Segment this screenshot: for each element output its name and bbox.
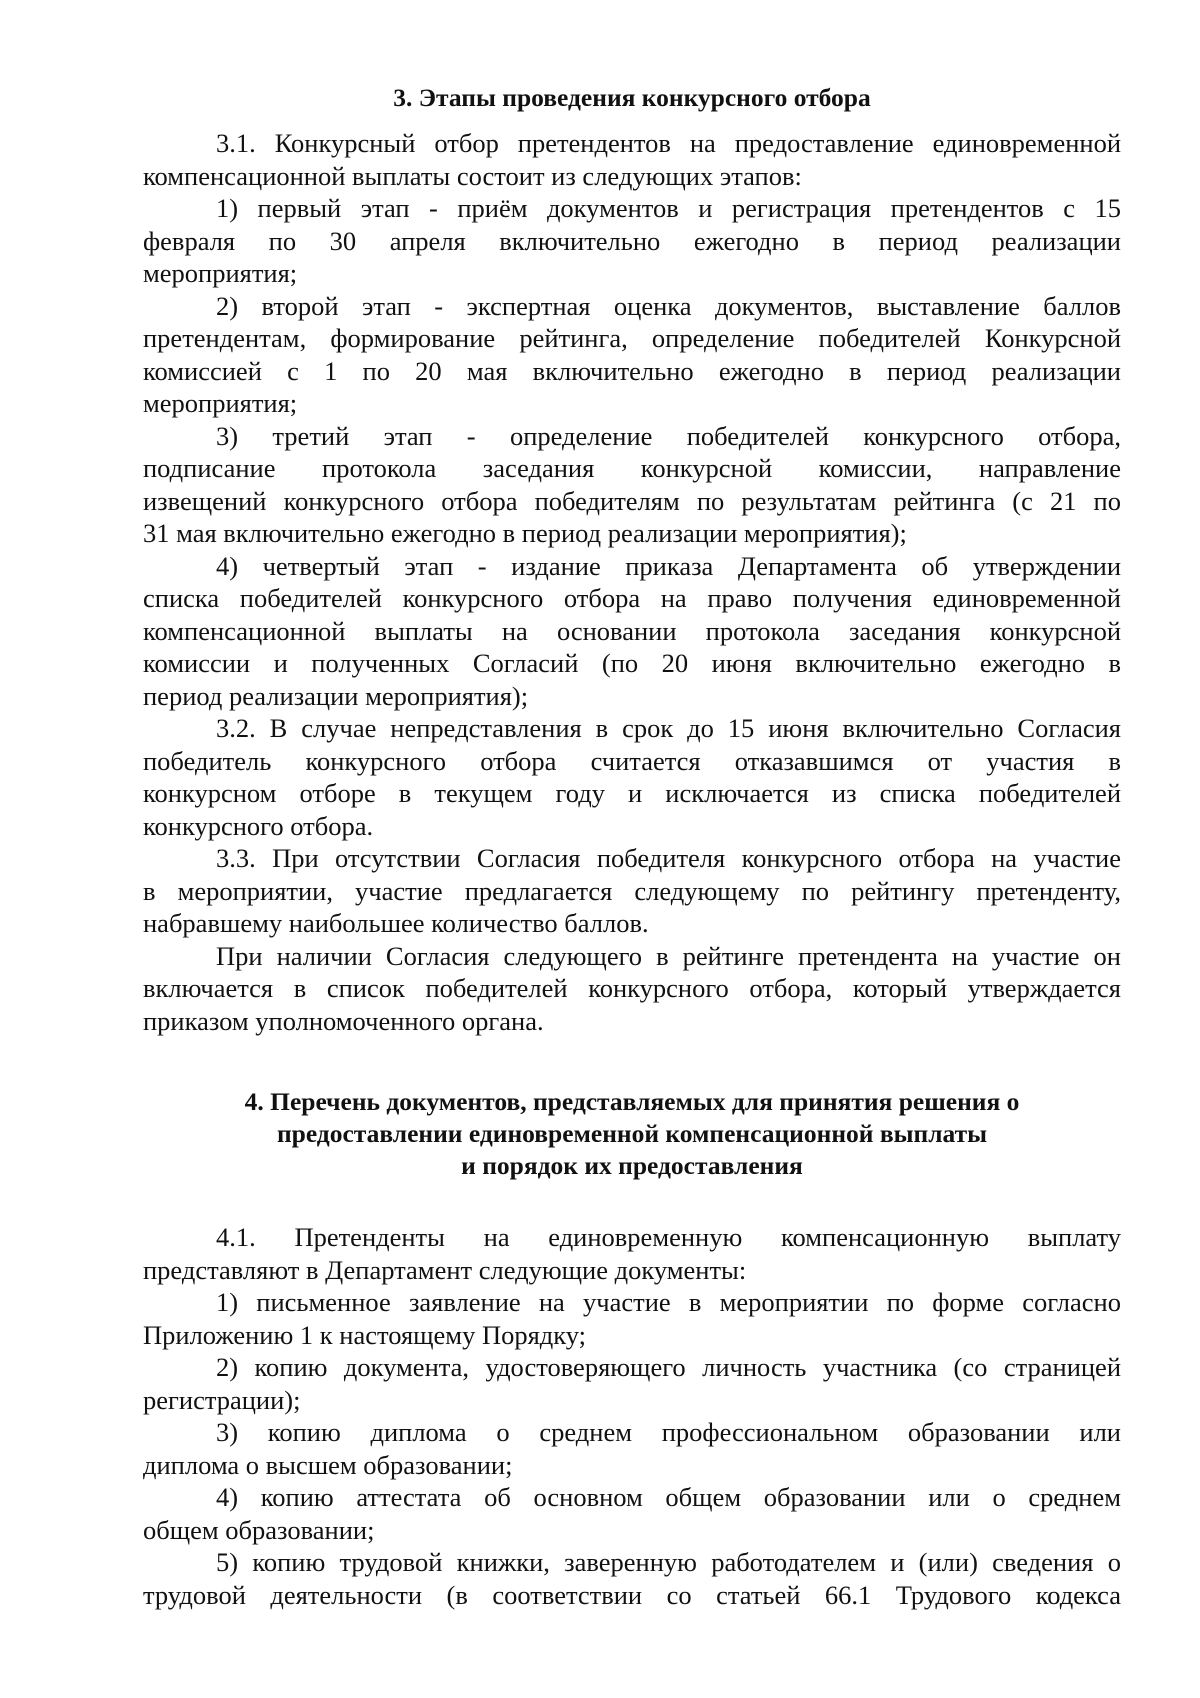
text-line: списка победителей конкурсного отбора на право получения единовременной (143, 583, 1121, 613)
paragraph-consent (143, 940, 1121, 1038)
text-line: компенсационной выплаты состоит из следующих этапов: (143, 160, 802, 191)
text-line: 1) первый этап - приём документов и регистрация претендентов с 15 (216, 193, 1121, 223)
paragraph-stage-1 (143, 192, 1121, 290)
text-line: компенсационной выплаты на основании протокола заседания конкурсной (143, 615, 1121, 646)
paragraph-doc-3 (143, 1416, 1121, 1481)
text-line: мероприятия; (143, 388, 298, 418)
text-line: претендентам, формирование рейтинга, определение победителей Конкурсной (143, 323, 1121, 353)
text-line: 1) письменное заявление на участие в мероприятии по форме согласно (216, 1287, 1121, 1317)
paragraph-4-1 (143, 1221, 1121, 1286)
text-line: представляют в Департамент следующие документы: (143, 1254, 747, 1285)
text-line: 2) второй этап - экспертная оценка документов, выставление баллов (216, 290, 1121, 321)
section-3-body (143, 127, 1121, 1037)
text-line: общем образовании; (143, 1514, 375, 1545)
paragraph-doc-1 (143, 1286, 1121, 1351)
section-4-title-line: предоставлении единовременной компенсационной выплаты (276, 1119, 988, 1148)
text-line: 5) копию трудовой книжки, заверенную работодателем и (или) сведения о (216, 1547, 1121, 1577)
text-line: 3.2. В случае непредставления в срок до 15 июня включительно Согласия (216, 713, 1121, 743)
text-line: комиссией с 1 по 20 мая включительно ежегодно в период реализации (143, 355, 1121, 386)
text-line: комиссии и полученных Согласий (по 20 июня включительно ежегодно в (143, 648, 1121, 678)
paragraph-3-3 (143, 842, 1121, 940)
paragraph-doc-2 (143, 1351, 1121, 1416)
document-page (143, 82, 1121, 1611)
section-4-title-line: 4. Перечень документов, представляемых для принятия решения о (244, 1087, 1020, 1116)
text-line: 4) четвертый этап - издание приказа Департамента об утверждении (216, 550, 1121, 581)
text-line: период реализации мероприятия); (143, 680, 529, 711)
section-3-title: 3. Этапы проведения конкурсного отбора (393, 83, 871, 112)
text-line: в мероприятии, участие предлагается следующему по рейтингу претенденту, (143, 875, 1121, 906)
paragraph-3-2 (143, 712, 1121, 842)
text-line: диплома о высшем образовании; (143, 1449, 513, 1480)
text-line: 3) третий этап - определение победителей конкурсного отбора, (216, 420, 1121, 451)
text-line: подписание протокола заседания конкурсной комиссии, направление (143, 453, 1121, 483)
text-line: набравшему наибольшее количество баллов. (143, 908, 649, 938)
section-4-title (143, 1086, 1121, 1182)
text-line: Приложению 1 к настоящему Порядку; (143, 1319, 587, 1350)
paragraph-doc-4 (143, 1481, 1121, 1546)
paragraph-stage-2 (143, 290, 1121, 420)
text-line: регистрации); (143, 1384, 301, 1415)
text-line: 3.3. При отсутствии Согласия победителя конкурсного отбора на участие (216, 843, 1121, 873)
text-line: мероприятия; (143, 258, 298, 288)
text-line: 3.1. Конкурсный отбор претендентов на предоставление единовременной (216, 128, 1121, 158)
text-line: приказом уполномоченного органа. (143, 1005, 544, 1036)
text-line: 2) копию документа, удостоверяющего личность участника (со страницей (216, 1352, 1121, 1382)
text-line: 31 мая включительно ежегодно в период реализации мероприятия); (143, 518, 907, 548)
text-line: конкурсного отбора. (143, 810, 374, 841)
text-line: конкурсном отборе в текущем году и исключается из списка победителей (143, 778, 1121, 808)
text-line: 4) копию аттестата об основном общем образовании или о среднем (216, 1482, 1121, 1512)
text-line: февраля по 30 апреля включительно ежегодно в период реализации (143, 225, 1121, 256)
text-line: 3) копию диплома о среднем профессиональном образовании или (216, 1417, 1121, 1447)
text-line: При наличии Согласия следующего в рейтинге претендента на участие он (216, 940, 1121, 971)
section-4-body (143, 1221, 1121, 1611)
paragraph-3-1 (143, 127, 1121, 192)
text-line: 4.1. Претенденты на единовременную компенсационную выплату (216, 1222, 1121, 1252)
text-line: трудовой деятельности (в соответствии со статьей 66.1 Трудового кодекса (143, 1579, 1121, 1610)
text-line: включается в список победителей конкурсного отбора, который утверждается (143, 973, 1121, 1003)
section-4-title-line: и порядок их предоставления (461, 1151, 803, 1180)
text-line: извещений конкурсного отбора победителям по результатам рейтинга (с 21 по (143, 485, 1121, 516)
paragraph-doc-5 (143, 1546, 1121, 1611)
text-line: победитель конкурсного отбора считается отказавшимся от участия в (143, 745, 1121, 776)
paragraph-stage-3 (143, 420, 1121, 550)
paragraph-stage-4 (143, 550, 1121, 713)
